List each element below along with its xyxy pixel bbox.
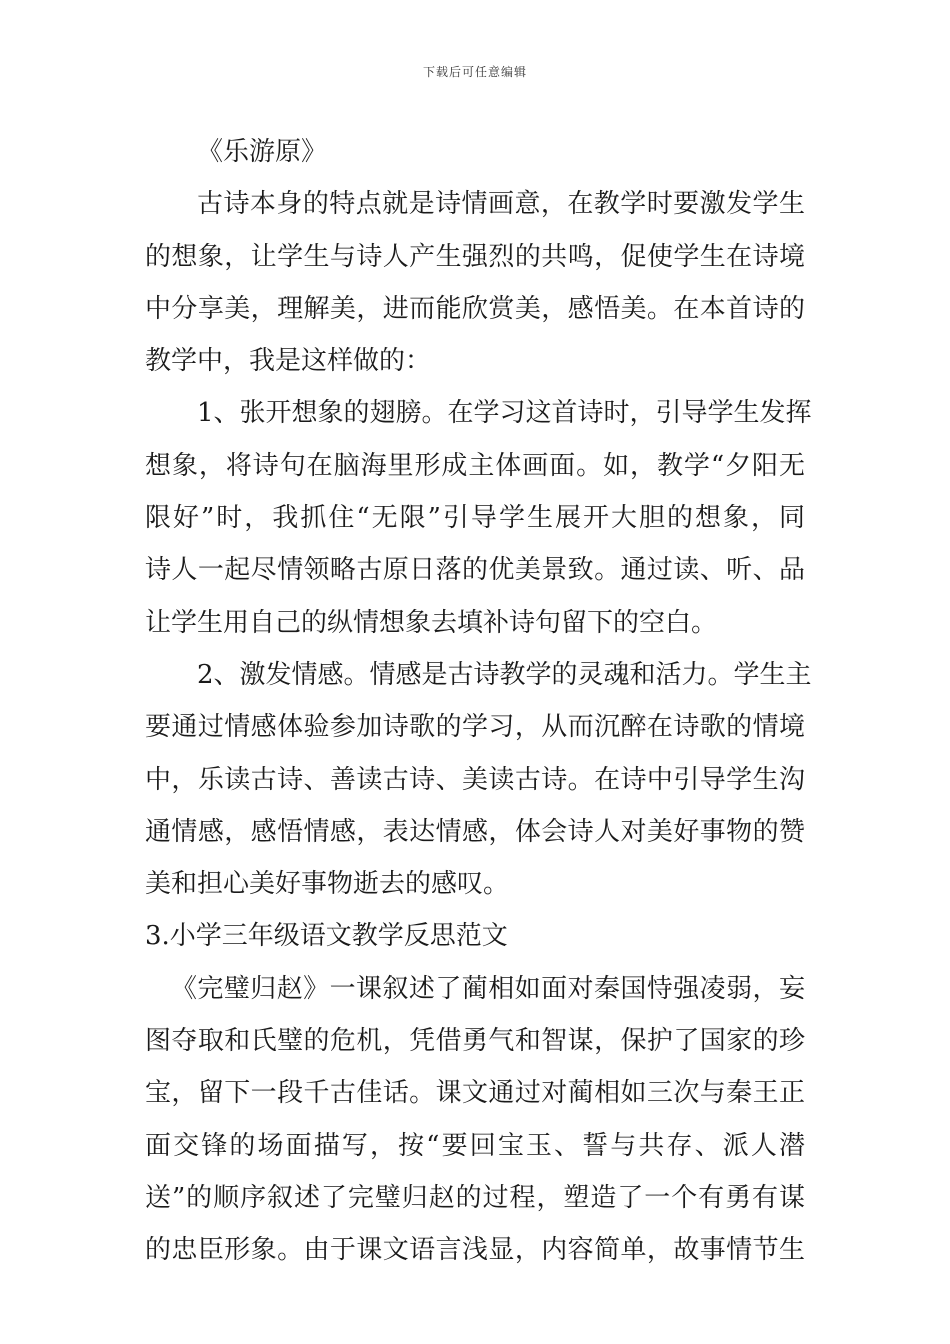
poem-title: 《乐游原》 (197, 137, 328, 167)
text-line: 通情感，感悟情感，表达情感，体会诗人对美好事物的赞 (145, 816, 805, 847)
text-line: 送”的顺序叙述了完璧归赵的过程，塑造了一个有勇有谋 (145, 1182, 805, 1213)
text-line: 图夺取和氏璧的危机，凭借勇气和智谋，保护了国家的珍 (145, 1026, 805, 1057)
text-line: 中分享美，理解美，进而能欣赏美，感悟美。在本首诗的 (145, 293, 805, 324)
text-line: 《完璧归赵》一课叙述了蔺相如面对秦国恃强凌弱，妄 (171, 973, 805, 1004)
page-header: 下载后可任意编辑 (422, 65, 527, 79)
text-line: 诗人一起尽情领略古原日落的优美景致。通过读、听、品 (145, 555, 805, 586)
text-line: 教学中，我是这样做的： (145, 346, 432, 377)
text-line: 的忠臣形象。由于课文语言浅显，内容简单，故事情节生 (145, 1235, 805, 1266)
text-line: 要通过情感体验参加诗歌的学习，从而沉醉在诗歌的情境 (145, 712, 805, 743)
text-line: 古诗本身的特点就是诗情画意，在教学时要激发学生 (197, 189, 805, 220)
section-heading: 3.小学三年级语文教学反思范文 (145, 921, 508, 952)
text-line: 2、激发情感。情感是古诗教学的灵魂和活力。学生主 (197, 659, 812, 690)
text-line: 让学生用自己的纵情想象去填补诗句留下的空白。 (145, 607, 718, 638)
document-body (145, 126, 812, 1277)
text-line: 面交锋的场面描写，按“要回宝玉、誓与共存、派人潜 (145, 1130, 805, 1161)
text-line: 的想象，让学生与诗人产生强烈的共鸣，促使学生在诗境 (145, 241, 805, 272)
text-line: 限好”时，我抓住“无限”引导学生展开大胆的想象，同 (145, 503, 805, 534)
text-line: 想象，将诗句在脑海里形成主体画面。如，教学“夕阳无 (145, 450, 805, 481)
text-line: 1、张开想象的翅膀。在学习这首诗时，引导学生发挥 (197, 398, 812, 429)
text-line: 美和担心美好事物逝去的感叹。 (145, 869, 510, 900)
text-line: 宝，留下一段千古佳话。课文通过对蔺相如三次与秦王正 (145, 1078, 805, 1109)
text-line: 中，乐读古诗、善读古诗、美读古诗。在诗中引导学生沟 (145, 764, 805, 795)
